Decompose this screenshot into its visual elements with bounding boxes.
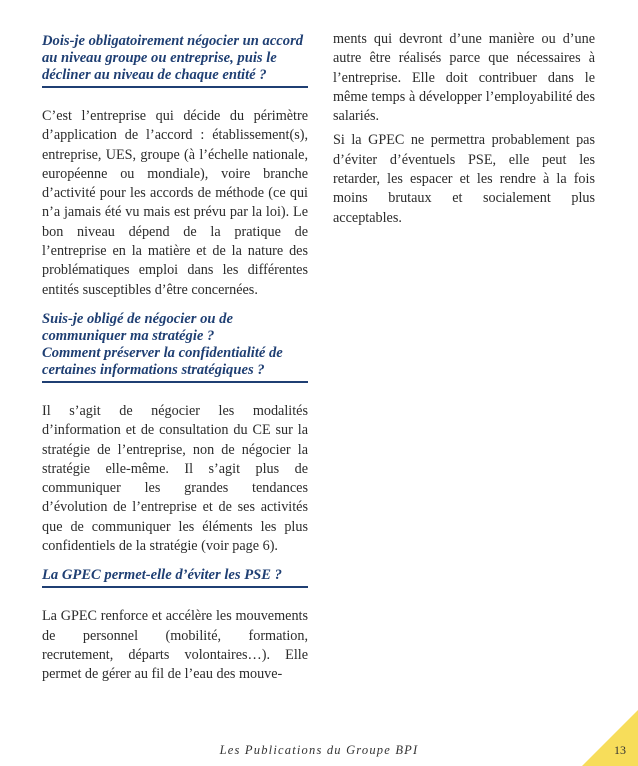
question-heading-pse: La GPEC permet-elle d’éviter les PSE ? <box>42 564 308 588</box>
answer-paragraph-strategy: Il s’agit de négocier les modalités d’information et de consultation du CE sur la stratégie de l’entreprise, non de négocier la stratégie elle-même. Il s’agit plus de communiquer les grandes tendances d’évolution de l’entreprise et de ses activités que de communiquer les éléments les plus confidentiels de la stratégie (voir page 6). <box>42 402 308 555</box>
page-corner-accent <box>582 710 638 766</box>
answer-paragraph-pse-conclusion: Si la GPEC ne permettra probablement pas d’éviter d’éventuels PSE, elle peut les retarder, les espacer et les rendre à la fois moins brutaux et socialement plus acceptables. <box>333 132 595 226</box>
question-heading-perimeter: Dois-je obligatoirement négocier un accord au niveau groupe ou entreprise, puis le décliner au niveau de chaque entité ? <box>42 30 308 88</box>
question-heading-strategy <box>42 308 308 383</box>
answer-paragraph-pse-start: La GPEC renforce et accélère les mouvements de personnel (mobilité, formation, recrutement, départs volontaires…). Elle permet de gérer au fil de l’eau des mouve- <box>42 608 308 683</box>
left-column <box>42 30 308 685</box>
right-column <box>333 30 595 233</box>
answer-paragraph-perimeter: C’est l’entreprise qui décide du périmètre d’application de l’accord : établissement(s), entreprise, UES, groupe (à l’échelle nationale, européenne ou mondiale), voire branche d’activité pour les accords de méthode (ce qui n’a jamais été vu mais est prévu par la loi). Le bon niveau dépend de la pratique de l’entreprise en la matière et de la nature des problématiques emploi dans les différentes entités susceptibles d’être concernées. <box>42 108 308 298</box>
question-heading-strategy-line1: Suis-je obligé de négocier ou de communiquer ma stratégie ? <box>42 310 233 344</box>
question-heading-strategy-line2: Comment préserver la confidentialité de certaines informations stratégiques ? <box>42 344 283 378</box>
footer-publication: Les Publications du Groupe BPI <box>219 743 419 757</box>
answer-paragraph-pse-continued: ments qui devront d’une manière ou d’une autre être réalisés parce que nécessaires à l’entreprise. Elle doit contribuer dans le même temps à développer l’employabilité des salariés. <box>333 31 595 125</box>
page-number: 13 <box>614 743 626 757</box>
